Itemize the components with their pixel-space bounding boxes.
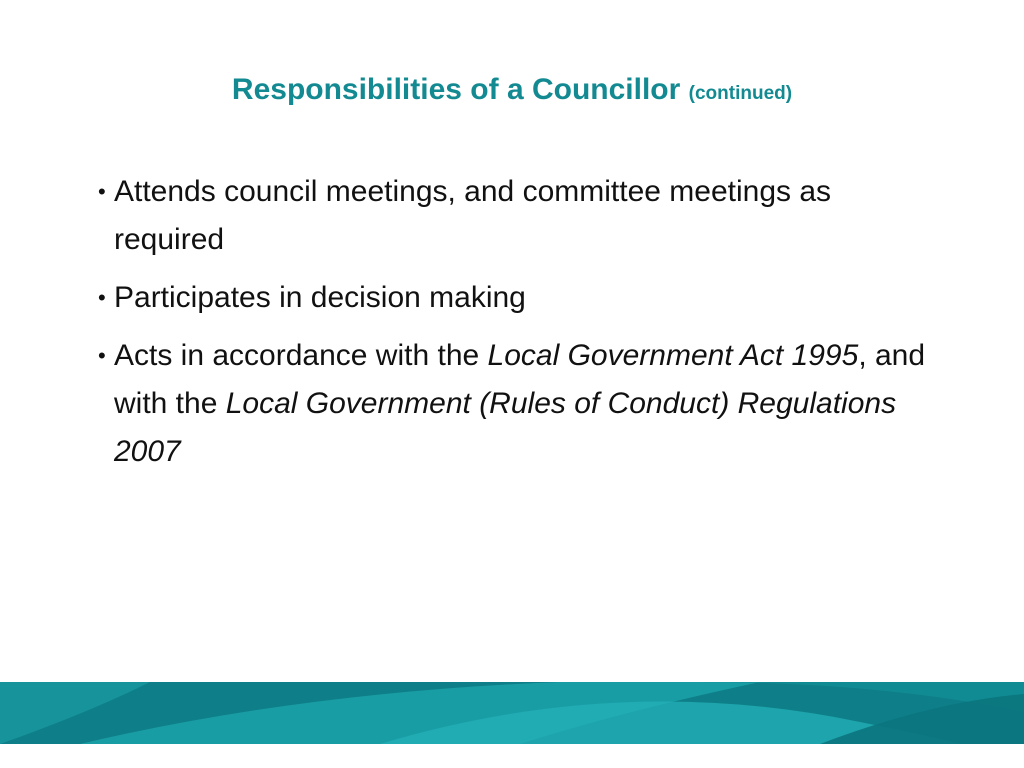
bullet-list [96,168,936,486]
bullet-icon: • [98,179,106,204]
bullet-icon: • [98,285,106,310]
slide-title [0,70,1024,114]
footer-wave-graphic [0,682,1024,744]
bullet-item [96,332,936,476]
bullet-text-italic-act: Local Government Act 1995 [487,339,859,372]
bullet-icon: • [98,343,106,368]
bullet-text-italic-regulations: Local Government (Rules of Conduct) Regulations 2007 [114,387,897,468]
bullet-text-segment: Acts in accordance with the [114,339,488,372]
title-suffix: (continued) [688,83,793,104]
bullet-text: Participates in decision making [114,281,526,314]
bullet-text: Attends council meetings, and committee meetings as required [114,175,832,256]
bullet-item [96,168,936,264]
title-main: Responsibilities of a Councillor [231,73,681,106]
bullet-text-segment: , and with the [114,339,926,420]
footer-band [0,682,1024,744]
bullet-item [96,274,936,322]
